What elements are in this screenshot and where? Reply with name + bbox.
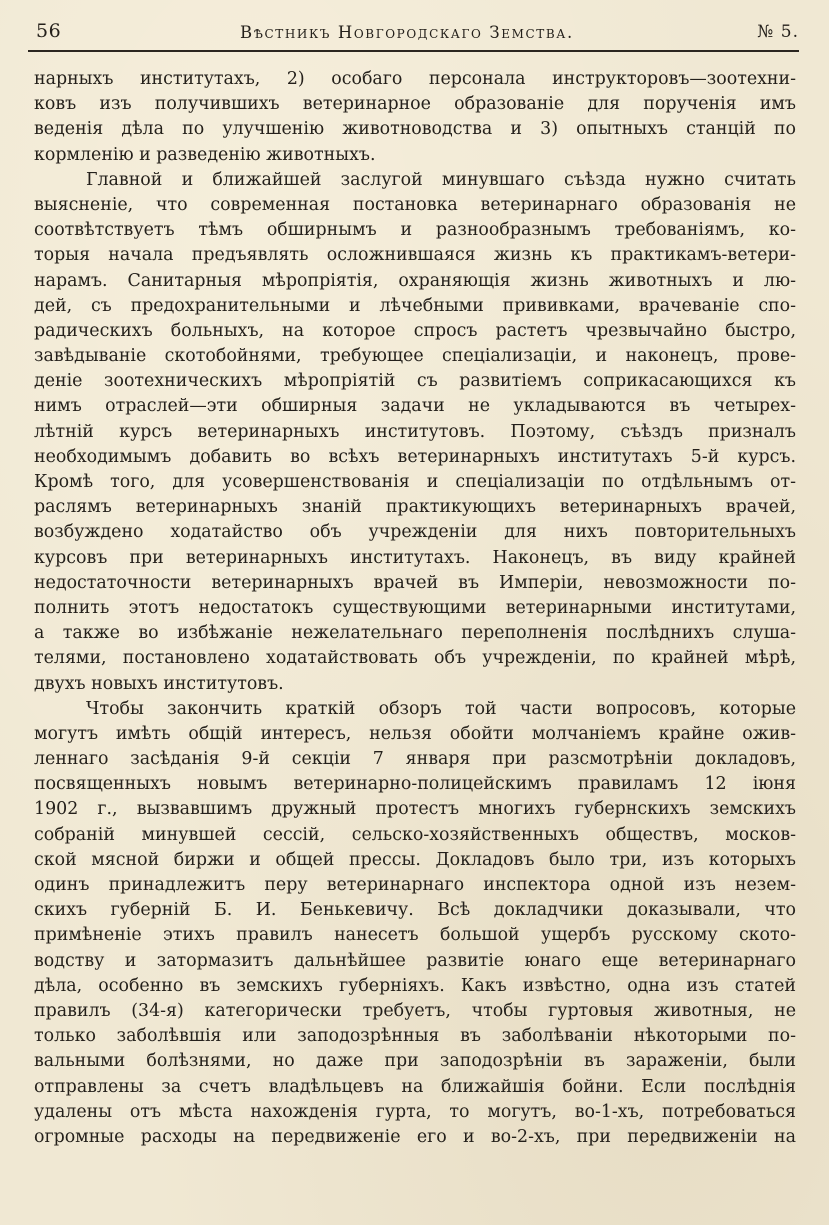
text-line: кормленію и разведенію животныхъ. [34,144,376,165]
text-line: недостаточности ветеринарныхъ врачей въ Имперіи, невозможности по- [34,572,796,593]
text-line: собраній минувшей сессій, сельско-хозяйственныхъ обществъ, москов- [34,824,796,845]
text-line: нимъ отраслей—эти обширныя задачи не укладываются въ четырех- [34,396,796,417]
text-line: ской мясной биржи и общей прессы. Докладовъ было три, изъ которыхъ [34,849,796,870]
text-line: могутъ имѣть общій интересъ, нельзя обойти молчаніемъ крайне ожив- [34,723,796,744]
text-line: ковъ изъ получившихъ ветеринарное образованіе для порученія имъ [34,94,796,115]
text-line: а также во избѣжаніе нежелательнаго переполненія послѣднихъ слуша- [34,623,796,644]
text-line: одинъ принадлежитъ перу ветеринарнаго инспектора одной изъ незем- [34,875,796,895]
text-line: соотвѣтствуетъ тѣмъ обширнымъ и разнообразнымъ требованіямъ, ко- [34,220,796,241]
text-line: посвященныхъ новымъ ветеринарно-полицейскимъ правиламъ 12 іюня [34,774,796,795]
text-line: курсовъ при ветеринарныхъ институтахъ. Наконецъ, въ виду крайней [34,547,796,568]
text-line: водству и затормазитъ дальнѣйшее развитіе юнаго еще ветеринарнаго [34,950,796,971]
text-line: огромные расходы на передвиженіе его и во-2-хъ, при передвиженіи на [34,1126,796,1147]
journal-title: Вѣстникъ Новгородскаго Земства. [240,23,574,42]
text-line: Кромѣ того, для усовершенствованія и спеціализаціи по отдѣльнымъ от- [34,472,796,492]
page-header [32,20,799,50]
text-line: дѣла, особенно въ земскихъ губерніяхъ. Какъ извѣстно, одна изъ статей [34,975,796,996]
text-line: завѣдываніе скотобойнями, требующее спеціализаціи, и наконецъ, прове- [34,346,796,367]
paragraph-start-line: Чтобы закончить краткій обзоръ той части вопросовъ, которые [86,698,796,719]
text-line: отправлены за счетъ владѣльцевъ на ближайшія бойни. Если послѣднія [34,1076,796,1097]
text-line: 1902 г., вызвавшимъ дружный протестъ многихъ губернскихъ земскихъ [34,799,796,820]
text-line: удалены отъ мѣста нахожденія гурта, то могутъ, во-1-хъ, потребоваться [34,1101,796,1122]
text-line: леннаго засѣданія 9-й секціи 7 января при разсмотрѣніи докладовъ, [34,749,796,770]
text-line: радическихъ больныхъ, на которое спросъ растетъ чрезвычайно быстро, [34,320,796,341]
text-line: примѣненіе этихъ правилъ нанесетъ большой ущербъ русскому ското- [34,925,796,946]
article-text [34,67,796,1150]
text-line: деніе зоотехническихъ мѣропріятій съ развитіемъ соприкасающихся къ [34,371,796,392]
text-line: торыя начала предъявлять осложнившаяся жизнь къ практикамъ-ветери- [34,245,796,266]
text-line: дей, съ предохранительными и лѣчебными прививками, врачеваніе спо- [34,295,796,316]
paragraph-start-line: Главной и ближайшей заслугой минувшаго съѣзда нужно считать [86,169,796,190]
text-line: полнить этотъ недостатокъ существующими ветеринарными институтами, [34,597,796,618]
text-line: двухъ новыхъ институтовъ. [34,673,284,694]
text-line: лѣтній курсъ ветеринарныхъ институтовъ. Поэтому, съѣздъ призналъ [34,421,796,442]
text-line: необходимымъ добавить во всѣхъ ветеринарныхъ институтахъ 5-й курсъ. [34,446,796,467]
page-number: 56 [36,20,62,42]
text-line: возбуждено ходатайство объ учрежденіи для нихъ повторительныхъ [34,522,796,543]
header-rule [28,50,799,52]
text-line: нарныхъ институтахъ, 2) особаго персонала инструкторовъ—зоотехни- [34,69,796,89]
text-line: правилъ (34-я) категорически требуетъ, чтобы гуртовыя животныя, не [34,1000,796,1021]
issue-number: № 5. [757,22,799,42]
text-line: вальными болѣзнями, но даже при заподозрѣніи въ зараженіи, были [34,1051,796,1072]
text-line: раслямъ ветеринарныхъ знаній практикующихъ ветеринарныхъ врачей, [34,497,796,518]
text-line: телями, постановлено ходатайствовать объ учрежденіи, по крайней мѣрѣ, [34,648,796,669]
text-line: только заболѣвшія или заподозрѣнныя въ заболѣваніи нѣкоторыми по- [34,1026,796,1047]
text-line: веденія дѣла по улучшенію животноводства и 3) опытныхъ станцій по [34,119,796,140]
text-line: выясненіе, что современная постановка ветеринарнаго образованія не [34,194,796,215]
text-line: нарамъ. Санитарныя мѣропріятія, охраняющія жизнь животныхъ и лю- [34,270,796,291]
text-line: скихъ губерній Б. И. Бенькевичу. Всѣ докладчики доказывали, что [34,900,796,921]
